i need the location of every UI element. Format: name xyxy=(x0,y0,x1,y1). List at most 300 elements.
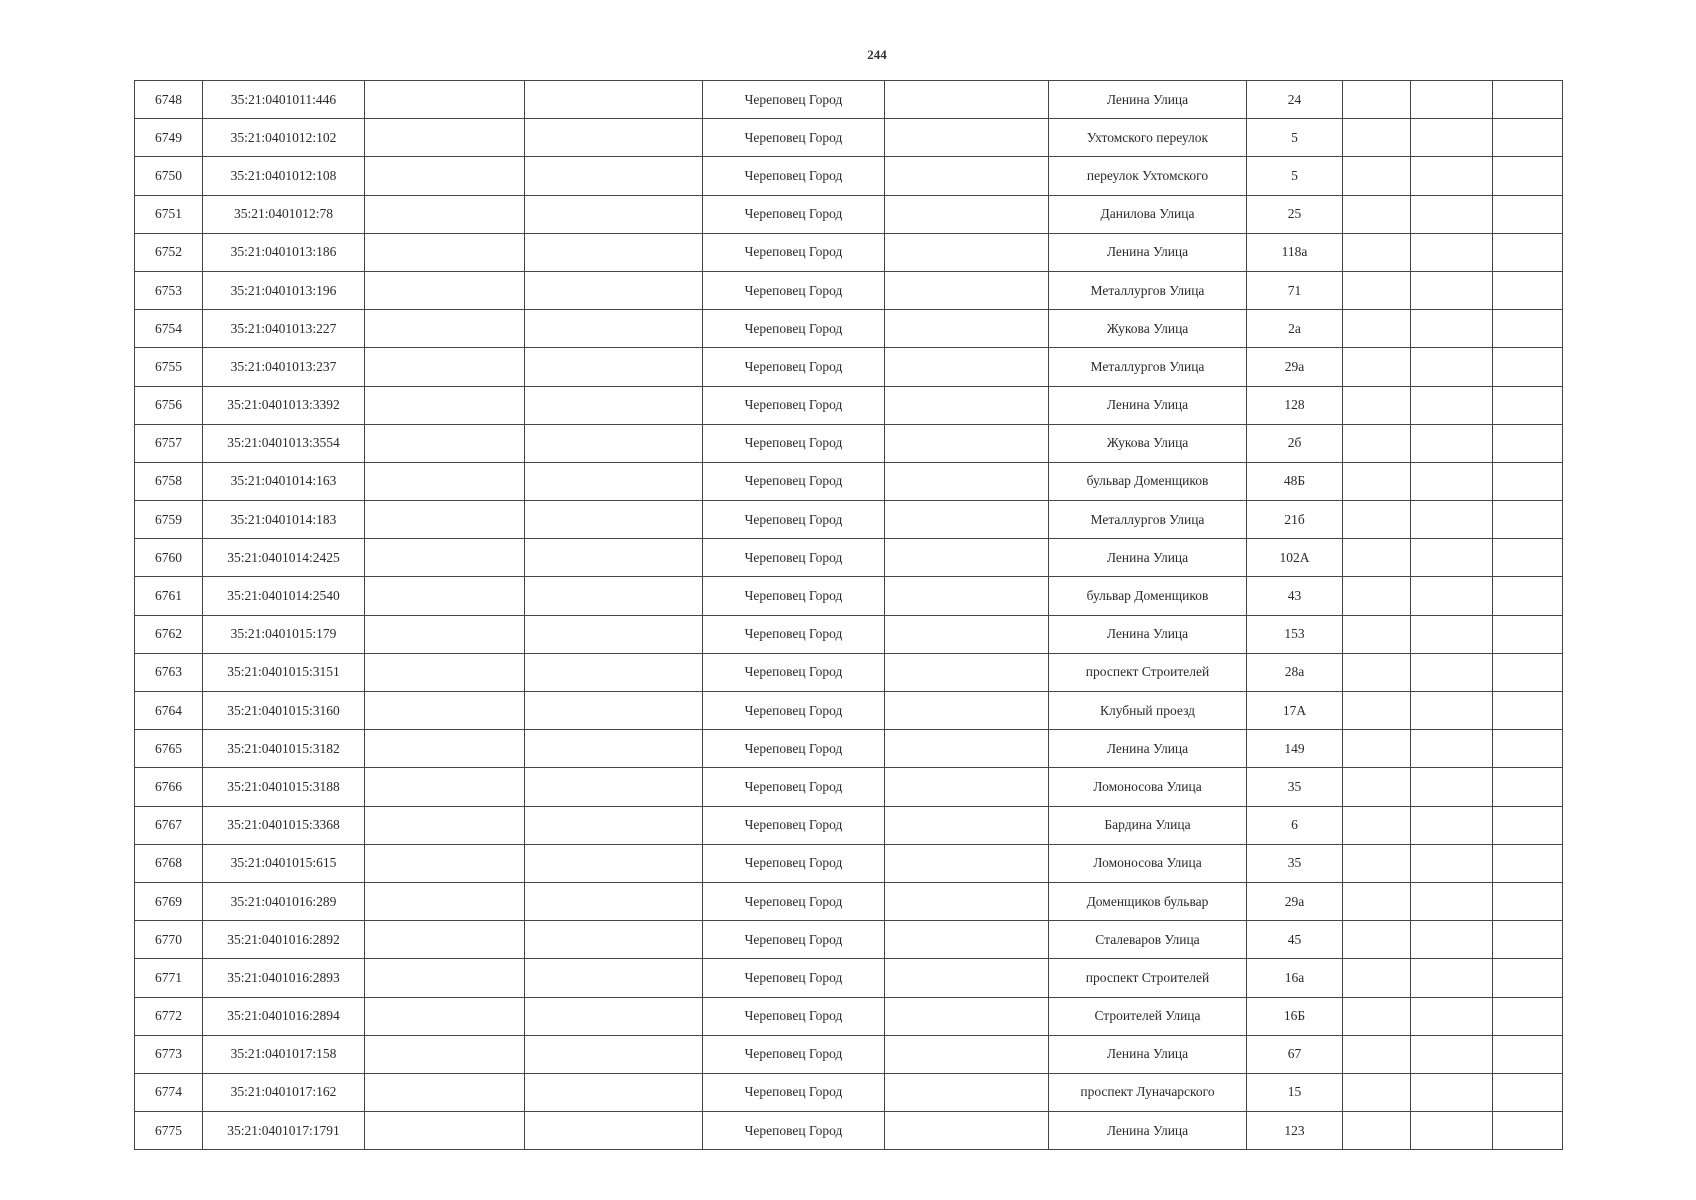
empty-cell xyxy=(1493,806,1563,844)
house-number-cell: 48Б xyxy=(1247,462,1343,500)
empty-cell xyxy=(1493,577,1563,615)
cadastral-number-cell: 35:21:0401014:183 xyxy=(203,501,365,539)
empty-cell xyxy=(1411,959,1493,997)
cadastral-number-cell: 35:21:0401013:237 xyxy=(203,348,365,386)
empty-cell xyxy=(525,577,703,615)
street-cell: Металлургов Улица xyxy=(1049,271,1247,309)
house-number-cell: 43 xyxy=(1247,577,1343,615)
empty-cell xyxy=(365,844,525,882)
cadastral-number-cell: 35:21:0401012:102 xyxy=(203,119,365,157)
house-number-cell: 5 xyxy=(1247,157,1343,195)
row-number-cell: 6748 xyxy=(135,81,203,119)
house-number-cell: 21б xyxy=(1247,501,1343,539)
row-number-cell: 6760 xyxy=(135,539,203,577)
city-cell: Череповец Город xyxy=(703,577,885,615)
empty-cell xyxy=(885,195,1049,233)
cadastral-number-cell: 35:21:0401014:2540 xyxy=(203,577,365,615)
street-cell: Ломоносова Улица xyxy=(1049,768,1247,806)
empty-cell xyxy=(1343,577,1411,615)
empty-cell xyxy=(1411,921,1493,959)
empty-cell xyxy=(1411,1112,1493,1150)
empty-cell xyxy=(885,768,1049,806)
street-cell: Ленина Улица xyxy=(1049,730,1247,768)
empty-cell xyxy=(365,806,525,844)
street-cell: Доменщиков бульвар xyxy=(1049,882,1247,920)
house-number-cell: 128 xyxy=(1247,386,1343,424)
empty-cell xyxy=(1343,81,1411,119)
city-cell: Череповец Город xyxy=(703,997,885,1035)
empty-cell xyxy=(1493,844,1563,882)
empty-cell xyxy=(885,271,1049,309)
empty-cell xyxy=(525,1035,703,1073)
empty-cell xyxy=(365,768,525,806)
row-number-cell: 6753 xyxy=(135,271,203,309)
city-cell: Череповец Город xyxy=(703,539,885,577)
city-cell: Череповец Город xyxy=(703,615,885,653)
cadastral-number-cell: 35:21:0401016:2893 xyxy=(203,959,365,997)
empty-cell xyxy=(1343,1035,1411,1073)
empty-cell xyxy=(1343,844,1411,882)
street-cell: Ленина Улица xyxy=(1049,1112,1247,1150)
empty-cell xyxy=(885,386,1049,424)
table-body xyxy=(135,81,1563,1150)
empty-cell xyxy=(365,1073,525,1111)
table-row xyxy=(135,539,1563,577)
city-cell: Череповец Город xyxy=(703,806,885,844)
empty-cell xyxy=(885,921,1049,959)
street-cell: Данилова Улица xyxy=(1049,195,1247,233)
empty-cell xyxy=(1343,539,1411,577)
table-row xyxy=(135,501,1563,539)
house-number-cell: 153 xyxy=(1247,615,1343,653)
cadastral-number-cell: 35:21:0401015:3151 xyxy=(203,653,365,691)
cadastral-number-cell: 35:21:0401017:158 xyxy=(203,1035,365,1073)
empty-cell xyxy=(1493,768,1563,806)
table-row xyxy=(135,577,1563,615)
city-cell: Череповец Город xyxy=(703,653,885,691)
empty-cell xyxy=(1343,921,1411,959)
empty-cell xyxy=(885,157,1049,195)
table-row xyxy=(135,1035,1563,1073)
row-number-cell: 6757 xyxy=(135,424,203,462)
empty-cell xyxy=(1411,424,1493,462)
house-number-cell: 123 xyxy=(1247,1112,1343,1150)
empty-cell xyxy=(525,692,703,730)
empty-cell xyxy=(885,1073,1049,1111)
city-cell: Череповец Город xyxy=(703,386,885,424)
house-number-cell: 28а xyxy=(1247,653,1343,691)
empty-cell xyxy=(1411,653,1493,691)
empty-cell xyxy=(1343,119,1411,157)
cadastral-number-cell: 35:21:0401016:2892 xyxy=(203,921,365,959)
cadastral-number-cell: 35:21:0401015:3188 xyxy=(203,768,365,806)
empty-cell xyxy=(1493,233,1563,271)
empty-cell xyxy=(1343,882,1411,920)
street-cell: Ленина Улица xyxy=(1049,386,1247,424)
empty-cell xyxy=(365,119,525,157)
empty-cell xyxy=(1411,997,1493,1035)
city-cell: Череповец Город xyxy=(703,424,885,462)
empty-cell xyxy=(1411,1073,1493,1111)
house-number-cell: 15 xyxy=(1247,1073,1343,1111)
empty-cell xyxy=(1493,424,1563,462)
house-number-cell: 16а xyxy=(1247,959,1343,997)
city-cell: Череповец Город xyxy=(703,195,885,233)
cadastral-number-cell: 35:21:0401017:1791 xyxy=(203,1112,365,1150)
cadastral-number-cell: 35:21:0401013:3392 xyxy=(203,386,365,424)
empty-cell xyxy=(1411,615,1493,653)
street-cell: Ломоносова Улица xyxy=(1049,844,1247,882)
empty-cell xyxy=(1343,692,1411,730)
empty-cell xyxy=(1493,195,1563,233)
empty-cell xyxy=(1493,157,1563,195)
empty-cell xyxy=(1411,271,1493,309)
city-cell: Череповец Город xyxy=(703,844,885,882)
street-cell: Бардина Улица xyxy=(1049,806,1247,844)
row-number-cell: 6762 xyxy=(135,615,203,653)
cadastral-number-cell: 35:21:0401015:615 xyxy=(203,844,365,882)
empty-cell xyxy=(525,424,703,462)
empty-cell xyxy=(525,806,703,844)
empty-cell xyxy=(1493,462,1563,500)
house-number-cell: 149 xyxy=(1247,730,1343,768)
row-number-cell: 6758 xyxy=(135,462,203,500)
street-cell: Жукова Улица xyxy=(1049,310,1247,348)
empty-cell xyxy=(885,959,1049,997)
empty-cell xyxy=(1411,844,1493,882)
cadastral-number-cell: 35:21:0401015:179 xyxy=(203,615,365,653)
empty-cell xyxy=(365,653,525,691)
empty-cell xyxy=(885,806,1049,844)
empty-cell xyxy=(365,81,525,119)
empty-cell xyxy=(1411,577,1493,615)
house-number-cell: 2а xyxy=(1247,310,1343,348)
empty-cell xyxy=(885,233,1049,271)
empty-cell xyxy=(1343,424,1411,462)
empty-cell xyxy=(1343,730,1411,768)
house-number-cell: 102А xyxy=(1247,539,1343,577)
row-number-cell: 6774 xyxy=(135,1073,203,1111)
city-cell: Череповец Город xyxy=(703,730,885,768)
row-number-cell: 6770 xyxy=(135,921,203,959)
empty-cell xyxy=(1343,233,1411,271)
table-row xyxy=(135,768,1563,806)
empty-cell xyxy=(1343,195,1411,233)
empty-cell xyxy=(365,692,525,730)
empty-cell xyxy=(1411,692,1493,730)
cadastral-number-cell: 35:21:0401013:196 xyxy=(203,271,365,309)
street-cell: Клубный проезд xyxy=(1049,692,1247,730)
table-row xyxy=(135,310,1563,348)
empty-cell xyxy=(365,1035,525,1073)
empty-cell xyxy=(525,462,703,500)
street-cell: Ленина Улица xyxy=(1049,81,1247,119)
empty-cell xyxy=(525,1112,703,1150)
table-row xyxy=(135,806,1563,844)
house-number-cell: 2б xyxy=(1247,424,1343,462)
table-row xyxy=(135,615,1563,653)
empty-cell xyxy=(1493,1073,1563,1111)
empty-cell xyxy=(525,882,703,920)
empty-cell xyxy=(525,195,703,233)
empty-cell xyxy=(1493,959,1563,997)
empty-cell xyxy=(1493,310,1563,348)
table-row xyxy=(135,1073,1563,1111)
empty-cell xyxy=(1493,882,1563,920)
house-number-cell: 118а xyxy=(1247,233,1343,271)
empty-cell xyxy=(365,386,525,424)
street-cell: Ленина Улица xyxy=(1049,539,1247,577)
row-number-cell: 6764 xyxy=(135,692,203,730)
empty-cell xyxy=(365,730,525,768)
empty-cell xyxy=(1343,615,1411,653)
empty-cell xyxy=(525,921,703,959)
house-number-cell: 67 xyxy=(1247,1035,1343,1073)
house-number-cell: 71 xyxy=(1247,271,1343,309)
row-number-cell: 6751 xyxy=(135,195,203,233)
empty-cell xyxy=(1343,501,1411,539)
row-number-cell: 6759 xyxy=(135,501,203,539)
empty-cell xyxy=(525,81,703,119)
street-cell: Строителей Улица xyxy=(1049,997,1247,1035)
row-number-cell: 6772 xyxy=(135,997,203,1035)
empty-cell xyxy=(525,271,703,309)
empty-cell xyxy=(885,348,1049,386)
city-cell: Череповец Город xyxy=(703,1035,885,1073)
house-number-cell: 29а xyxy=(1247,882,1343,920)
empty-cell xyxy=(365,997,525,1035)
empty-cell xyxy=(1493,615,1563,653)
empty-cell xyxy=(1493,501,1563,539)
empty-cell xyxy=(1411,119,1493,157)
house-number-cell: 45 xyxy=(1247,921,1343,959)
empty-cell xyxy=(885,882,1049,920)
empty-cell xyxy=(1411,233,1493,271)
empty-cell xyxy=(1411,386,1493,424)
table-row xyxy=(135,233,1563,271)
empty-cell xyxy=(1411,195,1493,233)
table-row xyxy=(135,386,1563,424)
empty-cell xyxy=(1411,1035,1493,1073)
empty-cell xyxy=(885,119,1049,157)
cadastral-number-cell: 35:21:0401017:162 xyxy=(203,1073,365,1111)
empty-cell xyxy=(525,386,703,424)
empty-cell xyxy=(1493,730,1563,768)
table-row xyxy=(135,424,1563,462)
city-cell: Череповец Город xyxy=(703,1112,885,1150)
empty-cell xyxy=(365,539,525,577)
cadastral-number-cell: 35:21:0401016:2894 xyxy=(203,997,365,1035)
empty-cell xyxy=(1493,348,1563,386)
empty-cell xyxy=(525,653,703,691)
empty-cell xyxy=(885,577,1049,615)
empty-cell xyxy=(525,997,703,1035)
table-row xyxy=(135,921,1563,959)
empty-cell xyxy=(525,157,703,195)
empty-cell xyxy=(885,539,1049,577)
empty-cell xyxy=(1343,462,1411,500)
city-cell: Череповец Город xyxy=(703,1073,885,1111)
empty-cell xyxy=(1493,997,1563,1035)
empty-cell xyxy=(525,959,703,997)
city-cell: Череповец Город xyxy=(703,882,885,920)
street-cell: Ленина Улица xyxy=(1049,233,1247,271)
table-row xyxy=(135,997,1563,1035)
empty-cell xyxy=(1343,310,1411,348)
empty-cell xyxy=(1493,692,1563,730)
row-number-cell: 6755 xyxy=(135,348,203,386)
empty-cell xyxy=(365,462,525,500)
city-cell: Череповец Город xyxy=(703,959,885,997)
empty-cell xyxy=(525,844,703,882)
city-cell: Череповец Город xyxy=(703,157,885,195)
empty-cell xyxy=(1343,653,1411,691)
empty-cell xyxy=(525,348,703,386)
empty-cell xyxy=(365,577,525,615)
cadastral-number-cell: 35:21:0401013:227 xyxy=(203,310,365,348)
street-cell: Ухтомского переулок xyxy=(1049,119,1247,157)
empty-cell xyxy=(885,1035,1049,1073)
empty-cell xyxy=(1343,157,1411,195)
empty-cell xyxy=(885,615,1049,653)
table-row xyxy=(135,692,1563,730)
city-cell: Череповец Город xyxy=(703,768,885,806)
empty-cell xyxy=(885,424,1049,462)
empty-cell xyxy=(365,310,525,348)
table-row xyxy=(135,195,1563,233)
empty-cell xyxy=(365,959,525,997)
empty-cell xyxy=(1343,768,1411,806)
row-number-cell: 6769 xyxy=(135,882,203,920)
table-row xyxy=(135,730,1563,768)
empty-cell xyxy=(1343,806,1411,844)
empty-cell xyxy=(1343,997,1411,1035)
row-number-cell: 6775 xyxy=(135,1112,203,1150)
house-number-cell: 5 xyxy=(1247,119,1343,157)
empty-cell xyxy=(885,844,1049,882)
city-cell: Череповец Город xyxy=(703,348,885,386)
empty-cell xyxy=(525,233,703,271)
house-number-cell: 16Б xyxy=(1247,997,1343,1035)
empty-cell xyxy=(1343,959,1411,997)
empty-cell xyxy=(525,539,703,577)
empty-cell xyxy=(885,730,1049,768)
empty-cell xyxy=(365,424,525,462)
table-row xyxy=(135,882,1563,920)
row-number-cell: 6768 xyxy=(135,844,203,882)
empty-cell xyxy=(1411,348,1493,386)
empty-cell xyxy=(525,730,703,768)
city-cell: Череповец Город xyxy=(703,119,885,157)
page-number: 244 xyxy=(867,47,887,62)
empty-cell xyxy=(1411,539,1493,577)
row-number-cell: 6756 xyxy=(135,386,203,424)
empty-cell xyxy=(1493,1112,1563,1150)
table-row xyxy=(135,462,1563,500)
street-cell: Металлургов Улица xyxy=(1049,501,1247,539)
street-cell: бульвар Доменщиков xyxy=(1049,577,1247,615)
empty-cell xyxy=(365,882,525,920)
empty-cell xyxy=(525,310,703,348)
city-cell: Череповец Город xyxy=(703,233,885,271)
empty-cell xyxy=(1411,501,1493,539)
table-row xyxy=(135,271,1563,309)
empty-cell xyxy=(1411,768,1493,806)
row-number-cell: 6773 xyxy=(135,1035,203,1073)
empty-cell xyxy=(1493,539,1563,577)
empty-cell xyxy=(365,348,525,386)
cadastral-number-cell: 35:21:0401012:78 xyxy=(203,195,365,233)
cadastral-number-cell: 35:21:0401014:2425 xyxy=(203,539,365,577)
house-number-cell: 24 xyxy=(1247,81,1343,119)
empty-cell xyxy=(885,692,1049,730)
row-number-cell: 6767 xyxy=(135,806,203,844)
row-number-cell: 6771 xyxy=(135,959,203,997)
empty-cell xyxy=(885,653,1049,691)
empty-cell xyxy=(885,1112,1049,1150)
table-row xyxy=(135,653,1563,691)
empty-cell xyxy=(1493,921,1563,959)
empty-cell xyxy=(1411,81,1493,119)
house-number-cell: 17А xyxy=(1247,692,1343,730)
empty-cell xyxy=(525,119,703,157)
table-row xyxy=(135,959,1563,997)
street-cell: Сталеваров Улица xyxy=(1049,921,1247,959)
row-number-cell: 6765 xyxy=(135,730,203,768)
row-number-cell: 6752 xyxy=(135,233,203,271)
table-row xyxy=(135,348,1563,386)
empty-cell xyxy=(1343,348,1411,386)
empty-cell xyxy=(885,997,1049,1035)
house-number-cell: 29а xyxy=(1247,348,1343,386)
empty-cell xyxy=(365,921,525,959)
table-row xyxy=(135,1112,1563,1150)
house-number-cell: 6 xyxy=(1247,806,1343,844)
cadastral-number-cell: 35:21:0401011:446 xyxy=(203,81,365,119)
empty-cell xyxy=(885,310,1049,348)
street-cell: бульвар Доменщиков xyxy=(1049,462,1247,500)
table-row xyxy=(135,157,1563,195)
house-number-cell: 25 xyxy=(1247,195,1343,233)
empty-cell xyxy=(365,195,525,233)
table-row xyxy=(135,844,1563,882)
empty-cell xyxy=(1493,1035,1563,1073)
street-cell: Ленина Улица xyxy=(1049,1035,1247,1073)
cadastral-number-cell: 35:21:0401014:163 xyxy=(203,462,365,500)
street-cell: Ленина Улица xyxy=(1049,615,1247,653)
empty-cell xyxy=(885,81,1049,119)
cadastral-number-cell: 35:21:0401013:186 xyxy=(203,233,365,271)
empty-cell xyxy=(1493,386,1563,424)
empty-cell xyxy=(365,615,525,653)
house-number-cell: 35 xyxy=(1247,768,1343,806)
empty-cell xyxy=(1411,806,1493,844)
city-cell: Череповец Город xyxy=(703,692,885,730)
cadastral-number-cell: 35:21:0401012:108 xyxy=(203,157,365,195)
empty-cell xyxy=(365,157,525,195)
city-cell: Череповец Город xyxy=(703,271,885,309)
table-row xyxy=(135,81,1563,119)
empty-cell xyxy=(1411,882,1493,920)
cadastral-number-cell: 35:21:0401015:3160 xyxy=(203,692,365,730)
row-number-cell: 6761 xyxy=(135,577,203,615)
empty-cell xyxy=(365,1112,525,1150)
row-number-cell: 6750 xyxy=(135,157,203,195)
row-number-cell: 6763 xyxy=(135,653,203,691)
city-cell: Череповец Город xyxy=(703,81,885,119)
empty-cell xyxy=(1343,1112,1411,1150)
empty-cell xyxy=(1411,310,1493,348)
